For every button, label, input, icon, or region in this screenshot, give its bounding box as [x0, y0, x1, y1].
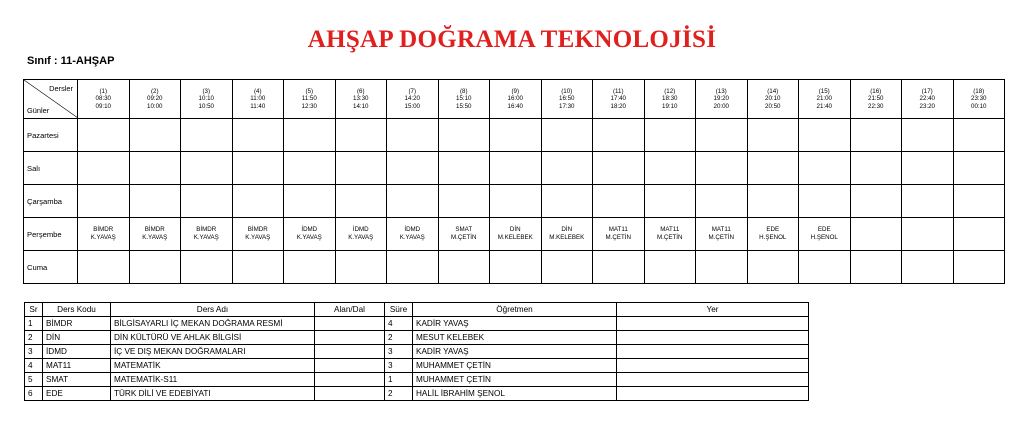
cell-teacher: K.YAVAŞ: [296, 234, 322, 241]
schedule-cell: [129, 119, 181, 152]
schedule-cell: [181, 185, 233, 218]
course-name: DİN KÜLTÜRÜ VE AHLAK BİLGİSİ: [111, 331, 315, 345]
lessons-label: Dersler: [49, 84, 73, 93]
header-area: Alan/Dal: [315, 303, 385, 317]
slot-header: [799, 80, 851, 119]
schedule-cell: [799, 185, 851, 218]
slot-number: (13): [715, 87, 727, 95]
cell-teacher: K.YAVAŞ: [245, 234, 271, 241]
cell-course-code: DİN: [509, 226, 521, 233]
day-label: Perşembe: [24, 218, 78, 251]
course-teacher: MUHAMMET ÇETİN: [413, 373, 617, 387]
slot-end: 14:10: [353, 102, 369, 110]
slot-number: (18): [973, 87, 985, 95]
slot-header: [181, 80, 233, 119]
slot-start: 14:20: [404, 95, 420, 103]
schedule-cell: [181, 152, 233, 185]
course-code: EDE: [43, 387, 111, 401]
course-duration: 2: [385, 331, 413, 345]
cell-teacher: K.YAVAŞ: [90, 234, 116, 241]
course-place: [617, 345, 809, 359]
schedule-cell: [850, 251, 902, 284]
course-sr: 3: [25, 345, 43, 359]
slot-end: 10:50: [198, 102, 214, 110]
cell-course-code: SMAT: [455, 226, 473, 233]
course-area: [315, 345, 385, 359]
course-name: TÜRK DİLİ VE EDEBİYATI: [111, 387, 315, 401]
course-header-row: [25, 303, 809, 317]
schedule-cell: [902, 152, 954, 185]
slot-end: 12:30: [301, 102, 317, 110]
course-place: [617, 317, 809, 331]
slot-end: 20:00: [713, 102, 729, 110]
cell-course-code: BİMDR: [196, 226, 217, 233]
course-teacher: KADİR YAVAŞ: [413, 317, 617, 331]
slot-start: 18:30: [662, 95, 678, 103]
cell-course-code: EDE: [817, 226, 831, 233]
schedule-cell: [232, 152, 284, 185]
slot-start: 17:40: [610, 95, 626, 103]
class-label: Sınıf : 11-AHŞAP: [27, 55, 115, 67]
schedule-cell: [490, 185, 542, 218]
day-row: [24, 218, 1005, 251]
slot-end: 17:30: [559, 102, 575, 110]
days-label: Günler: [27, 106, 50, 115]
slot-header: [387, 80, 439, 119]
course-duration: 1: [385, 373, 413, 387]
slot-number: (6): [356, 87, 365, 95]
slot-end: 11:40: [250, 102, 266, 110]
schedule-cell: [490, 218, 542, 251]
schedule-cell: [541, 218, 593, 251]
schedule-cell: [438, 218, 490, 251]
slot-start: 13:30: [353, 95, 369, 103]
schedule-cell: [232, 218, 284, 251]
day-label: Cuma: [24, 251, 78, 284]
slot-number: (5): [305, 87, 314, 95]
slot-end: 22:30: [868, 102, 884, 110]
schedule-cell: [593, 152, 645, 185]
slot-header: [644, 80, 696, 119]
cell-course-code: EDE: [766, 226, 780, 233]
schedule-cell: [902, 119, 954, 152]
day-row: [24, 152, 1005, 185]
slot-header: [953, 80, 1005, 119]
schedule-cell: [284, 152, 336, 185]
slot-number: (9): [511, 87, 520, 95]
course-area: [315, 359, 385, 373]
slot-start: 16:00: [507, 95, 523, 103]
slot-end: 23:20: [919, 102, 935, 110]
header-duration: Süre: [385, 303, 413, 317]
schedule-cell: [490, 152, 542, 185]
schedule-cell: [284, 218, 336, 251]
schedule-cell: [953, 185, 1005, 218]
course-teacher: KADİR YAVAŞ: [413, 345, 617, 359]
day-label: Pazartesi: [24, 119, 78, 152]
schedule-cell: [78, 152, 130, 185]
schedule-cell: [747, 152, 799, 185]
header-code: Ders Kodu: [43, 303, 111, 317]
course-duration: 3: [385, 359, 413, 373]
schedule-cell: [181, 119, 233, 152]
schedule-cell: [387, 251, 439, 284]
schedule-cell: [335, 218, 387, 251]
schedule-cell: [232, 251, 284, 284]
schedule-cell: [232, 185, 284, 218]
course-name: MATEMATİK-S11: [111, 373, 315, 387]
slot-start: 16:50: [559, 95, 575, 103]
schedule-cell: [953, 218, 1005, 251]
course-row: [25, 331, 809, 345]
schedule-cell: [490, 119, 542, 152]
slot-number: (3): [202, 87, 211, 95]
schedule-cell: [284, 185, 336, 218]
course-teacher: MESUT KELEBEK: [413, 331, 617, 345]
slot-start: 22:40: [919, 95, 935, 103]
slot-start: 08:30: [95, 95, 111, 103]
cell-teacher: K.YAVAŞ: [193, 234, 219, 241]
schedule-cell: [387, 119, 439, 152]
cell-course-code: BİMDR: [247, 226, 268, 233]
schedule-cell: [541, 251, 593, 284]
cell-course-code: MAT11: [711, 226, 731, 233]
slot-header: [541, 80, 593, 119]
schedule-cell: [953, 119, 1005, 152]
slot-number: (10): [561, 87, 573, 95]
schedule-cell: [953, 152, 1005, 185]
header-teacher: Öğretmen: [413, 303, 617, 317]
course-name: BİLGİSAYARLI İÇ MEKAN DOĞRAMA RESMİ: [111, 317, 315, 331]
header-sr: Sr: [25, 303, 43, 317]
course-row: [25, 387, 809, 401]
schedule-cell: [696, 152, 748, 185]
schedule-cell: [129, 185, 181, 218]
schedule-cell: [696, 119, 748, 152]
slot-number: (2): [150, 87, 159, 95]
schedule-cell: [747, 185, 799, 218]
slot-header-row: [24, 80, 1005, 119]
slot-end: 15:00: [404, 102, 420, 110]
slot-number: (16): [870, 87, 882, 95]
cell-teacher: K.YAVAŞ: [142, 234, 168, 241]
course-row: [25, 373, 809, 387]
cell-course-code: BİMDR: [93, 226, 114, 233]
course-teacher: HALİL İBRAHİM ŞENOL: [413, 387, 617, 401]
slot-header: [129, 80, 181, 119]
course-teacher: MUHAMMET ÇETİN: [413, 359, 617, 373]
schedule-cell: [129, 251, 181, 284]
slot-header: [438, 80, 490, 119]
slot-number: (7): [408, 87, 417, 95]
slot-start: 23:30: [971, 95, 987, 103]
schedule-cell: [644, 185, 696, 218]
course-area: [315, 373, 385, 387]
header-place: Yer: [617, 303, 809, 317]
course-duration: 3: [385, 345, 413, 359]
cell-teacher: M.KELEBEK: [549, 234, 585, 241]
schedule-cell: [799, 251, 851, 284]
schedule-cell: [181, 218, 233, 251]
schedule-cell: [129, 218, 181, 251]
slot-start: 15:10: [456, 95, 472, 103]
schedule-cell: [644, 218, 696, 251]
course-sr: 6: [25, 387, 43, 401]
cell-course-code: MAT11: [660, 226, 680, 233]
slot-header: [284, 80, 336, 119]
page-title: AHŞAP DOĞRAMA TEKNOLOJİSİ: [307, 26, 717, 53]
course-row: [25, 345, 809, 359]
slot-number: (1): [99, 87, 108, 95]
slot-start: 11:00: [250, 95, 266, 103]
cell-teacher: H.ŞENOL: [759, 234, 787, 241]
schedule-cell: [78, 185, 130, 218]
course-list-table: [24, 302, 809, 401]
course-name: İÇ VE DIŞ MEKAN DOĞRAMALARI: [111, 345, 315, 359]
slot-number: (12): [664, 87, 676, 95]
schedule-cell: [232, 119, 284, 152]
schedule-cell: [696, 185, 748, 218]
schedule-cell: [593, 218, 645, 251]
schedule-cell: [541, 119, 593, 152]
slot-start: 11:50: [301, 95, 317, 103]
course-row: [25, 359, 809, 373]
schedule-cell: [644, 119, 696, 152]
slot-start: 20:10: [765, 95, 781, 103]
course-sr: 5: [25, 373, 43, 387]
slot-end: 16:40: [507, 102, 523, 110]
schedule-cell: [284, 251, 336, 284]
slot-end: 00:10: [971, 102, 987, 110]
course-place: [617, 359, 809, 373]
schedule-cell: [335, 185, 387, 218]
cell-teacher: M.ÇETİN: [657, 234, 683, 241]
cell-teacher: H.ŞENOL: [810, 234, 838, 241]
cell-course-code: İDMD: [404, 226, 421, 233]
slot-header: [335, 80, 387, 119]
schedule-cell: [438, 119, 490, 152]
schedule-cell: [799, 119, 851, 152]
schedule-cell: [438, 185, 490, 218]
slot-end: 20:50: [765, 102, 781, 110]
course-name: MATEMATİK: [111, 359, 315, 373]
course-sr: 4: [25, 359, 43, 373]
slot-number: (11): [612, 87, 624, 95]
cell-teacher: M.ÇETİN: [708, 234, 734, 241]
course-code: İDMD: [43, 345, 111, 359]
slot-header: [593, 80, 645, 119]
cell-teacher: M.ÇETİN: [451, 234, 477, 241]
schedule-cell: [850, 152, 902, 185]
day-row: [24, 185, 1005, 218]
schedule-cell: [799, 152, 851, 185]
schedule-cell: [387, 152, 439, 185]
schedule-cell: [696, 218, 748, 251]
course-code: DİN: [43, 331, 111, 345]
slot-end: 10:00: [147, 102, 163, 110]
schedule-cell: [387, 218, 439, 251]
slot-header: [78, 80, 130, 119]
cell-teacher: M.ÇETİN: [605, 234, 631, 241]
slot-header: [747, 80, 799, 119]
schedule-cell: [438, 251, 490, 284]
course-duration: 2: [385, 387, 413, 401]
course-area: [315, 317, 385, 331]
course-place: [617, 331, 809, 345]
schedule-cell: [902, 185, 954, 218]
cell-course-code: BİMDR: [144, 226, 165, 233]
schedule-cell: [696, 251, 748, 284]
cell-teacher: K.YAVAŞ: [399, 234, 425, 241]
cell-course-code: MAT11: [608, 226, 628, 233]
slot-start: 21:50: [868, 95, 884, 103]
course-sr: 1: [25, 317, 43, 331]
schedule-cell: [593, 251, 645, 284]
day-label: Salı: [24, 152, 78, 185]
schedule-cell: [438, 152, 490, 185]
schedule-cell: [850, 218, 902, 251]
schedule-cell: [78, 251, 130, 284]
schedule-table: [23, 79, 1005, 284]
schedule-cell: [747, 251, 799, 284]
course-code: SMAT: [43, 373, 111, 387]
schedule-cell: [335, 251, 387, 284]
schedule-cell: [747, 119, 799, 152]
corner-cell: [24, 80, 78, 119]
course-code: BİMDR: [43, 317, 111, 331]
day-label: Çarşamba: [24, 185, 78, 218]
schedule-cell: [78, 119, 130, 152]
schedule-cell: [902, 251, 954, 284]
schedule-cell: [644, 251, 696, 284]
schedule-cell: [644, 152, 696, 185]
schedule-cell: [78, 218, 130, 251]
slot-header: [490, 80, 542, 119]
course-place: [617, 387, 809, 401]
schedule-cell: [335, 152, 387, 185]
schedule-cell: [593, 185, 645, 218]
slot-header: [902, 80, 954, 119]
schedule-cell: [747, 218, 799, 251]
slot-number: (17): [921, 87, 933, 95]
schedule-cell: [490, 251, 542, 284]
slot-end: 15:50: [456, 102, 472, 110]
slot-end: 09:10: [95, 102, 111, 110]
schedule-cell: [953, 251, 1005, 284]
course-sr: 2: [25, 331, 43, 345]
course-area: [315, 331, 385, 345]
schedule-cell: [284, 119, 336, 152]
day-row: [24, 119, 1005, 152]
cell-course-code: İDMD: [301, 226, 318, 233]
slot-start: 19:20: [713, 95, 729, 103]
cell-teacher: M.KELEBEK: [497, 234, 533, 241]
schedule-cell: [850, 185, 902, 218]
schedule-cell: [902, 218, 954, 251]
schedule-cell: [799, 218, 851, 251]
header-name: Ders Adı: [111, 303, 315, 317]
slot-end: 19:10: [662, 102, 678, 110]
schedule-cell: [129, 152, 181, 185]
cell-teacher: K.YAVAŞ: [348, 234, 374, 241]
schedule-cell: [387, 185, 439, 218]
cell-course-code: İDMD: [352, 226, 369, 233]
course-code: MAT11: [43, 359, 111, 373]
slot-start: 21:00: [816, 95, 832, 103]
course-place: [617, 373, 809, 387]
course-duration: 4: [385, 317, 413, 331]
schedule-cell: [541, 152, 593, 185]
cell-course-code: DİN: [561, 226, 573, 233]
slot-number: (14): [767, 87, 779, 95]
slot-end: 18:20: [610, 102, 626, 110]
slot-start: 10:10: [198, 95, 214, 103]
schedule-cell: [181, 251, 233, 284]
schedule-cell: [593, 119, 645, 152]
schedule-cell: [850, 119, 902, 152]
slot-number: (15): [818, 87, 830, 95]
schedule-cell: [541, 185, 593, 218]
course-row: [25, 317, 809, 331]
slot-start: 09:20: [147, 95, 163, 103]
slot-header: [850, 80, 902, 119]
slot-end: 21:40: [816, 102, 832, 110]
slot-header: [232, 80, 284, 119]
slot-number: (8): [459, 87, 468, 95]
schedule-cell: [335, 119, 387, 152]
slot-number: (4): [253, 87, 262, 95]
course-area: [315, 387, 385, 401]
day-row: [24, 251, 1005, 284]
slot-header: [696, 80, 748, 119]
